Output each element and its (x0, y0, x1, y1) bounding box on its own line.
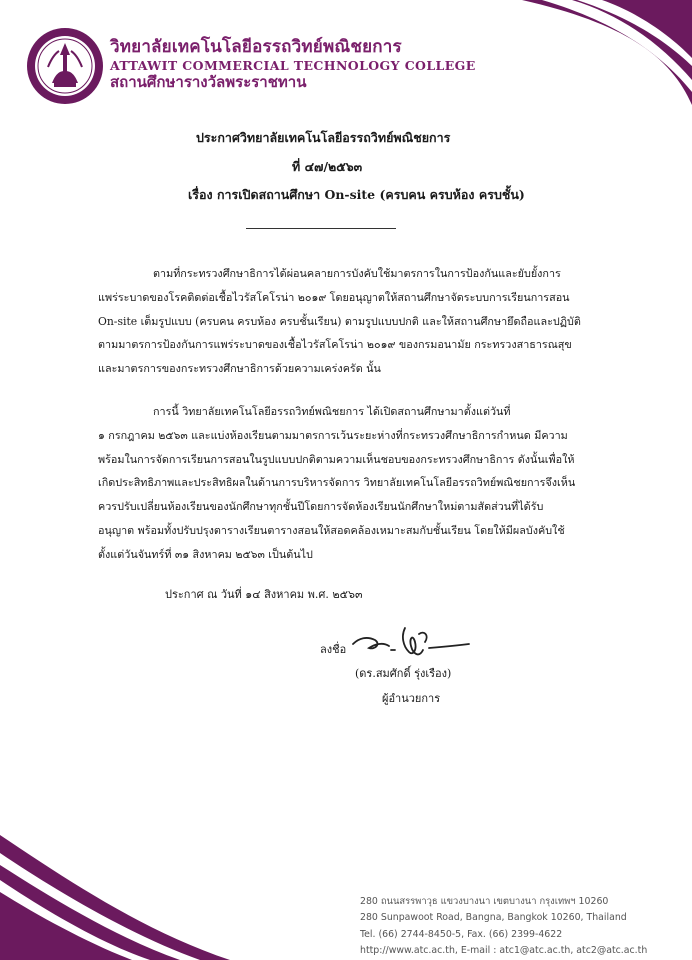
college-seal-logo (26, 27, 104, 105)
paragraph-2 (98, 400, 636, 567)
paragraph-2-line: ๑ กรกฎาคม ๒๕๖๓ และแบ่งห้องเรียนตามมาตรการเว้นระยะห่างที่กระทรวงศึกษาธิการกำหนด มีความ (98, 428, 568, 442)
corner-swoosh-top-right (522, 0, 692, 105)
issued-date: ประกาศ ณ วันที่ ๑๔ สิงหาคม พ.ศ. ๒๕๖๓ (165, 588, 363, 601)
paragraph-2-line: พร้อมในการจัดการเรียนการสอนในรูปแบบปกติตามความเห็นชอบของกระทรวงศึกษาธิการ ดังนั้นเพื่อให้ (98, 452, 575, 466)
footer-address-english: 280 Sunpawoot Road, Bangna, Bangkok 10260, Thailand (360, 912, 627, 924)
paragraph-2-line: ตั้งแต่วันจันทร์ที่ ๓๑ สิงหาคม ๒๕๖๓ เป็นต้นไป (98, 547, 313, 561)
paragraph-1-line: แพร่ระบาดของโรคติดต่อเชื้อไวรัสโคโรน่า ๒๐๑๙ โดยอนุญาตให้สถานศึกษาจัดระบบการเรียนการสอน (98, 290, 570, 304)
letterhead (110, 36, 476, 92)
award-line: สถานศึกษารางวัลพระราชทาน (110, 73, 307, 91)
paragraph-2-line: เกิดประสิทธิภาพและประสิทธิผลในด้านการบริหารจัดการ วิทยาลัยเทคโนโลยีอรรถวิทย์พณิชยการจึงเห็น (98, 476, 576, 490)
footer-web-email: http://www.atc.ac.th, E-mail : atc1@atc.ac.th, atc2@atc.ac.th (360, 944, 648, 956)
paragraph-2-line: ควรปรับเปลี่ยนห้องเรียนของนักศึกษาทุกชั้นปีโดยการจัดห้องเรียนนักศึกษาใหม่ตามสัดส่วนที่ได้รับ (98, 500, 544, 514)
paragraph-2-line: อนุญาต พร้อมทั้งปรับปรุงตารางเรียนตารางสอนให้สอดคล้องเหมาะสมกับชั้นเรียน โดยให้มีผลบังคับใช้ (98, 523, 565, 537)
announcement-subject: เรื่อง การเปิดสถานศึกษา On-site (ครบคน ครบห้อง ครบชั้น) (188, 187, 525, 202)
paragraph-1-line: On-site เต็มรูปแบบ (ครบคน ครบห้อง ครบชั้นเรียน) ตามรูปแบบปกติ และให้สถานศึกษายึดถือและปฏิบัติ (98, 314, 581, 328)
title-divider (246, 228, 396, 229)
announcement-number: ที่ ๔๗/๒๕๖๓ (292, 159, 363, 174)
signer-name: (ดร.สมศักดิ์ รุ่งเรือง) (355, 667, 452, 680)
footer-phone-fax: Tel. (66) 2744-8450-5, Fax. (66) 2399-4622 (360, 928, 563, 940)
footer-contact (360, 894, 647, 959)
paragraph-1-line: ตามที่กระทรวงศึกษาธิการได้ผ่อนคลายการบังคับใช้มาตรการในการป้องกันและยับยั้งการ (153, 267, 561, 280)
college-name-thai: วิทยาลัยเทคโนโลยีอรรถวิทย์พณิชยการ (110, 37, 402, 57)
paragraph-2-line: การนี้ วิทยาลัยเทคโนโลยีอรรถวิทย์พณิชยการ ได้เปิดสถานศึกษามาตั้งแต่วันที่ (153, 405, 511, 418)
paragraph-1-line: และมาตรการของกระทรวงศึกษาธิการด้วยความเคร่งครัด นั้น (98, 362, 381, 376)
footer-address-thai: 280 ถนนสรรพาวุธ แขวงบางนา เขตบางนา กรุงเทพฯ 10260 (360, 896, 609, 907)
signer-title: ผู้อำนวยการ (382, 692, 441, 705)
announcement-title: ประกาศวิทยาลัยเทคโนโลยีอรรถวิทย์พณิชยการ (196, 130, 451, 145)
signature-label: ลงชื่อ (320, 643, 347, 656)
paragraph-1 (98, 262, 636, 381)
paragraph-1-line: ตามมาตรการป้องกันการแพร่ระบาดของเชื้อไวรัสโคโรน่า ๒๐๑๙ ของกรมอนามัย กระทรวงสาธารณสุข (98, 338, 572, 352)
handwritten-signature (345, 620, 475, 665)
corner-swoosh-bottom-left (0, 835, 230, 960)
college-name-english: ATTAWIT COMMERCIAL TECHNOLOGY COLLEGE (110, 58, 476, 73)
